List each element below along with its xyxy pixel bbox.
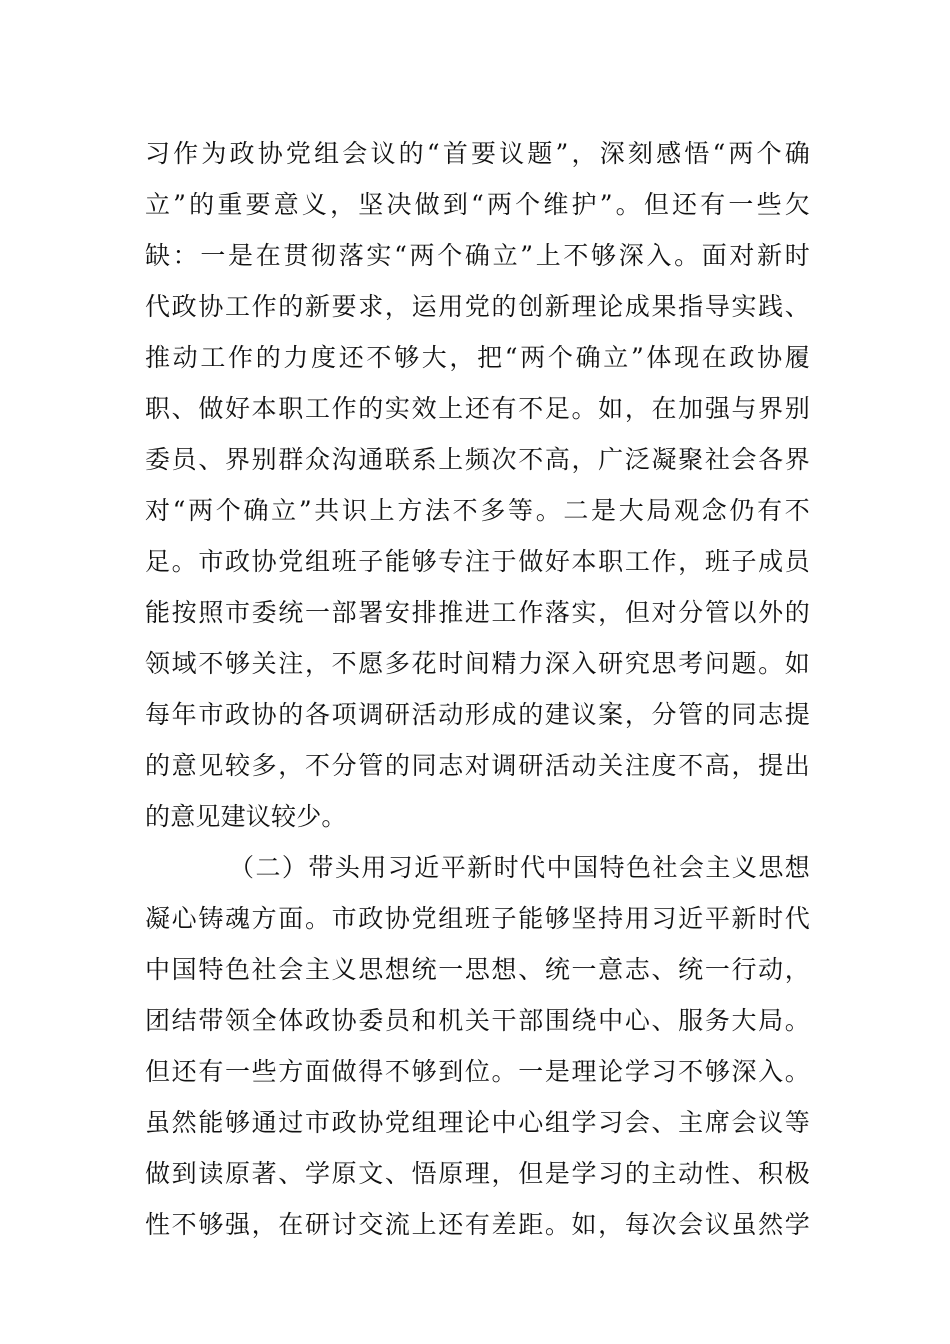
text-line: 习作为政协党组会议的“首要议题”，深刻感悟“两个确: [145, 139, 810, 168]
text-line: 做到读原著、学原文、悟原理，但是学习的主动性、积极: [145, 1159, 810, 1188]
text-line: 领域不够关注，不愿多花时间精力深入研究思考问题。如: [145, 649, 810, 678]
text-line: 职、做好本职工作的实效上还有不足。如，在加强与界别: [145, 394, 810, 423]
text-line: 的意见较多，不分管的同志对调研活动关注度不高，提出: [145, 751, 810, 780]
text-line: 每年市政协的各项调研活动形成的建议案，分管的同志提: [145, 700, 810, 729]
text-line: 但还有一些方面做得不够到位。一是理论学习不够深入。: [145, 1057, 810, 1086]
text-line: 虽然能够通过市政协党组理论中心组学习会、主席会议等: [145, 1108, 810, 1137]
text-line: 推动工作的力度还不够大，把“两个确立”体现在政协履: [145, 343, 810, 372]
paragraph-2: [145, 842, 810, 1250]
paragraph-1: [145, 128, 810, 842]
body-text: [145, 128, 810, 1250]
text-line: 凝心铸魂方面。市政协党组班子能够坚持用习近平新时代: [145, 904, 810, 933]
text-line: 委员、界别群众沟通联系上频次不高，广泛凝聚社会各界: [145, 445, 810, 474]
text-line: 足。市政协党组班子能够专注于做好本职工作，班子成员: [145, 547, 810, 576]
text-line: 缺：一是在贯彻落实“两个确立”上不够深入。面对新时: [145, 241, 810, 270]
text-line: 的意见建议较少。: [145, 802, 347, 831]
text-line: 中国特色社会主义思想统一思想、统一意志、统一行动，: [145, 955, 810, 984]
text-line: 代政协工作的新要求，运用党的创新理论成果指导实践、: [145, 292, 810, 321]
text-line: 对“两个确立”共识上方法不多等。二是大局观念仍有不: [145, 496, 810, 525]
text-line: 立”的重要意义，坚决做到“两个维护”。但还有一些欠: [145, 190, 810, 219]
text-line: 团结带领全体政协委员和机关干部围绕中心、服务大局。: [145, 1006, 810, 1035]
text-line: 能按照市委统一部署安排推进工作落实，但对分管以外的: [145, 598, 810, 627]
section-heading-line: （二）带头用习近平新时代中国特色社会主义思想: [229, 853, 810, 882]
text-line: 性不够强，在研讨交流上还有差距。如，每次会议虽然学: [145, 1210, 810, 1239]
